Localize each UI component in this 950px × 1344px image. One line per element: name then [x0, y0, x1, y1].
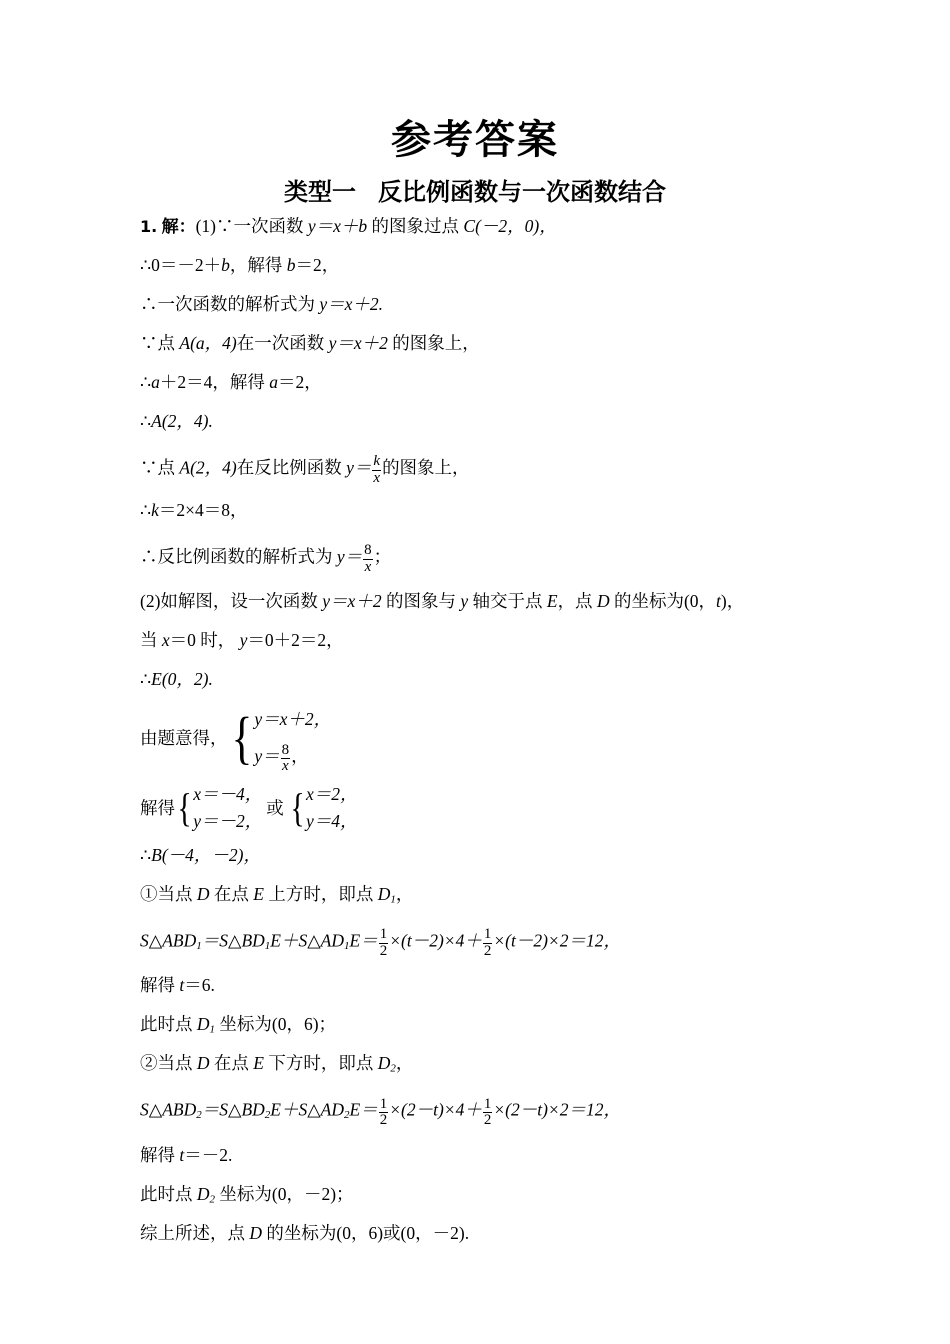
line5-c: a: [269, 372, 279, 392]
solution-line-3: [140, 296, 840, 318]
line2-a: 0＝－2＋: [151, 255, 222, 275]
fraction-8-over-x: [281, 743, 291, 776]
because-symbol: ∵: [140, 457, 158, 478]
res1-b: 坐标为(0，6)；: [219, 1014, 337, 1035]
p2-point-E: E: [546, 591, 558, 611]
line1-pre: 一次函数: [233, 216, 304, 236]
p2-2a: 当: [140, 630, 158, 650]
case2-point-D2: D: [377, 1053, 391, 1074]
subtitle-topic: 反比例函数与一次函数结合: [378, 178, 666, 206]
line7-mid: 在反比例函数: [236, 457, 342, 478]
solve-t-2: [140, 1144, 840, 1169]
sys2b-row-2: y＝4，: [305, 810, 358, 831]
eq1-s1: 1: [196, 939, 202, 952]
res2-point-D-subscript: 2: [209, 1193, 216, 1206]
res1-a: 此时点: [140, 1014, 193, 1035]
result-D1: [140, 1016, 840, 1038]
res1-point-D: D: [196, 1014, 210, 1035]
left-brace-icon: {: [290, 784, 305, 830]
case2-b: 在点: [213, 1053, 249, 1074]
left-brace-icon: {: [230, 704, 252, 770]
p2-equation: y＝x＋2: [322, 591, 382, 611]
case1-point-D1-subscript: 1: [390, 893, 396, 906]
fraction-denominator: x: [364, 558, 372, 575]
sys2a-rows: [193, 781, 262, 835]
sys1-row-2: [254, 738, 331, 775]
p2-2x: x: [161, 630, 170, 650]
sys1-lead: 由题意得，: [140, 728, 228, 749]
solution-line-5: [140, 374, 840, 396]
sys1-row-1: y＝x＋2，: [254, 709, 332, 729]
sys1-rows: [254, 701, 331, 775]
fraction-numerator: 1: [379, 1095, 388, 1112]
fraction-denominator: x: [373, 470, 381, 486]
fraction-8-over-x: [363, 543, 373, 576]
solution-line-8: [140, 499, 840, 524]
line2-b: b: [221, 255, 230, 275]
fraction-numerator: k: [373, 453, 381, 470]
eq1-p6: ×(t－2)×2＝12，: [493, 930, 621, 951]
therefore-symbol: ∴: [140, 294, 158, 314]
p2-y-axis: y: [460, 591, 469, 611]
line4-pre: 点: [157, 333, 175, 353]
solution-line-4: [140, 335, 840, 357]
concl-a: 综上所述，点: [140, 1222, 245, 1243]
line7-post: 的图象上，: [382, 457, 470, 478]
sys1-row2-tail: ，: [291, 745, 309, 766]
sys2-group-a: [175, 781, 262, 835]
case1-point-E: E: [253, 883, 264, 904]
line9-pre: 反比例函数的解析式为: [157, 545, 333, 566]
eq1-s2: 1: [264, 939, 271, 952]
equation-system-1: [140, 701, 840, 775]
line8-a: k: [151, 499, 159, 520]
res2-a: 此时点: [140, 1183, 193, 1204]
area-equation-2: [140, 1094, 840, 1127]
sol1-b: ＝6.: [184, 975, 215, 996]
line4-equation: y＝x＋2: [328, 333, 388, 353]
sys2a-row-2: y＝－2，: [193, 810, 263, 831]
case-2-line: [140, 1055, 840, 1077]
concl-point-D: D: [249, 1222, 263, 1243]
fraction-denominator: 2: [379, 942, 388, 959]
case2-a: 当点: [157, 1053, 193, 1074]
p2-e: 的坐标为(0，: [613, 591, 717, 611]
line1-equation: y＝x＋b: [307, 216, 368, 236]
line7-point: A(2，4): [179, 457, 237, 478]
eq2-s1: 2: [196, 1109, 202, 1122]
therefore-symbol: ∴: [140, 844, 152, 865]
eq2-p1: S△ABD: [140, 1099, 197, 1120]
part2-line-B: [140, 844, 840, 869]
sys1-group: [228, 701, 332, 775]
fraction-numerator: 1: [379, 926, 388, 942]
subtitle-type-label: 类型一: [284, 178, 356, 206]
eq2-p5: ×(2－t)×4＋: [389, 1099, 482, 1120]
line1-point: C(－2，0)，: [463, 216, 557, 236]
eq2-s2: 2: [264, 1109, 271, 1122]
line2-c: ，解得: [229, 255, 283, 275]
solution-line-1: [140, 218, 840, 240]
eq2-p6: ×(2－t)×2＝12，: [493, 1099, 621, 1120]
line2-e: ＝2，: [295, 255, 340, 275]
line4-mid: 在一次函数: [236, 333, 325, 353]
case2-point-E: E: [253, 1053, 264, 1074]
fraction-one-half: [483, 927, 493, 960]
part1-marker: (1): [195, 216, 216, 236]
p2-2c: ＝0＋2＝2，: [247, 630, 344, 650]
p2-a: 如解图，设一次函数: [160, 591, 318, 611]
sol1-t: t: [179, 975, 185, 996]
eq2-p4: E＝: [349, 1099, 378, 1120]
line4-point: A(a，4): [179, 333, 237, 353]
eq1-p3: E＋S△AD: [270, 930, 345, 951]
concl-b: 的坐标为(0，6)或(0，－2).: [266, 1222, 470, 1243]
line3-pre: 一次函数的解析式为: [157, 294, 315, 314]
area-equation-1: [140, 925, 840, 958]
case2-point-D: D: [196, 1053, 210, 1074]
line6-point: A(2，4).: [151, 411, 213, 431]
page-title: 参考答案: [391, 117, 559, 163]
line3-equation: y＝x＋2.: [319, 294, 384, 314]
case1-b: 在点: [213, 883, 249, 904]
part2-line-1: [140, 593, 840, 615]
line5-b: ＋2＝4，解得: [159, 372, 265, 392]
line5-d: ＝2，: [278, 372, 322, 392]
solve-t-1: [140, 977, 840, 999]
fraction-k-over-x: [372, 454, 381, 487]
case2-d: ，: [395, 1053, 414, 1074]
sys1-row2-lhs: y＝: [254, 745, 280, 766]
therefore-symbol: ∴: [140, 255, 152, 275]
p2-2y: y: [239, 630, 248, 650]
res2-point-D: D: [196, 1183, 210, 1204]
fraction-one-half: [379, 927, 389, 960]
section-subtitle: [0, 172, 950, 207]
line7-pre: 点: [157, 457, 175, 478]
p2-c: 轴交于点: [472, 591, 543, 611]
solution-line-7: [140, 452, 840, 485]
left-brace-icon: {: [177, 784, 192, 830]
p2-point-E-value: E(0，2).: [151, 669, 213, 689]
fraction-numerator: 8: [281, 741, 290, 758]
because-symbol: ∵: [140, 333, 158, 353]
line8-b: ＝2×4＝8，: [158, 499, 248, 520]
solution-line-2: [140, 257, 840, 279]
equation-system-2: [140, 781, 840, 835]
solution-line-6: [140, 413, 840, 435]
fraction-denominator: x: [282, 758, 289, 775]
sys2b-rows: [306, 781, 358, 835]
sys2-lead: 解得: [140, 798, 175, 819]
solution-line-9: [140, 541, 840, 574]
eq1-p1: S△ABD: [140, 930, 197, 951]
res2-b: 坐标为(0，－2)；: [219, 1183, 354, 1204]
sol2-t: t: [179, 1144, 185, 1165]
solution-body: [140, 218, 840, 1264]
fraction-denominator: 2: [379, 1112, 388, 1129]
therefore-symbol: ∴: [140, 669, 152, 689]
result-D2: [140, 1183, 840, 1208]
case2-point-D2-subscript: 2: [390, 1062, 396, 1075]
sys2b-row-1: x＝2，: [305, 783, 358, 804]
eq1-p5: ×(t－2)×4＋: [389, 930, 482, 951]
sys2-or-label: 或: [266, 798, 284, 819]
case1-a: 当点: [157, 883, 193, 904]
part2-marker: (2): [140, 591, 161, 611]
eq1-p4: E＝: [349, 930, 378, 951]
p2-2b: ＝0 时，: [169, 630, 236, 650]
case-1-line: [140, 883, 840, 908]
therefore-symbol: ∴: [140, 372, 152, 392]
eq1-p2: ＝S△BD: [201, 930, 265, 951]
therefore-symbol: ∴: [140, 545, 158, 566]
case1-marker: ①: [140, 883, 158, 904]
eq2-s3: 2: [344, 1109, 350, 1122]
fraction-denominator: 2: [483, 1112, 492, 1129]
p2-d: ，点: [557, 591, 593, 611]
line9-equation-lhs: y＝: [336, 545, 363, 566]
sys2-group-b: [288, 781, 358, 835]
p2-point-B-value: B(－4，－2)，: [151, 844, 261, 865]
because-symbol: ∵: [216, 216, 234, 236]
therefore-symbol: ∴: [140, 411, 152, 431]
therefore-symbol: ∴: [140, 499, 152, 520]
eq2-p3: E＋S△AD: [270, 1099, 345, 1120]
res1-point-D-subscript: 1: [209, 1023, 216, 1036]
problem-number: 1.: [140, 217, 158, 236]
line7-equation-lhs: y＝: [346, 457, 372, 478]
case1-point-D1: D: [377, 883, 391, 904]
sol2-b: ＝－2.: [184, 1144, 233, 1165]
fraction-one-half: [379, 1097, 389, 1130]
sol1-a: 解得: [140, 975, 175, 996]
eq1-s3: 1: [344, 939, 350, 952]
sol2-a: 解得: [140, 1144, 175, 1165]
part2-line-3: [140, 671, 840, 693]
p2-f: )，: [720, 591, 745, 611]
fraction-one-half: [483, 1097, 493, 1130]
case1-point-D: D: [196, 883, 210, 904]
case1-d: ，: [395, 883, 414, 904]
part2-line-2: [140, 632, 840, 654]
line1-post: 的图象过点: [371, 216, 460, 236]
fraction-numerator: 1: [483, 1095, 492, 1112]
line5-a: a: [151, 372, 160, 392]
p2-t: t: [716, 591, 721, 611]
eq2-p2: ＝S△BD: [201, 1099, 265, 1120]
case1-c: 上方时，即点: [268, 883, 374, 904]
fraction-denominator: 2: [483, 942, 492, 959]
case2-marker: ②: [140, 1053, 158, 1074]
sys2a-row-1: x＝－4，: [193, 783, 263, 804]
line4-post: 的图象上，: [392, 333, 480, 353]
line9-post: ；: [373, 545, 392, 566]
case2-c: 下方时，即点: [268, 1053, 374, 1074]
fraction-numerator: 8: [364, 541, 372, 558]
fraction-numerator: 1: [483, 926, 492, 942]
line2-d: b: [286, 255, 296, 275]
p2-b: 的图象与: [385, 591, 456, 611]
solution-label: 解：: [161, 217, 196, 237]
conclusion-line: [140, 1222, 840, 1247]
p2-point-D: D: [596, 591, 610, 611]
